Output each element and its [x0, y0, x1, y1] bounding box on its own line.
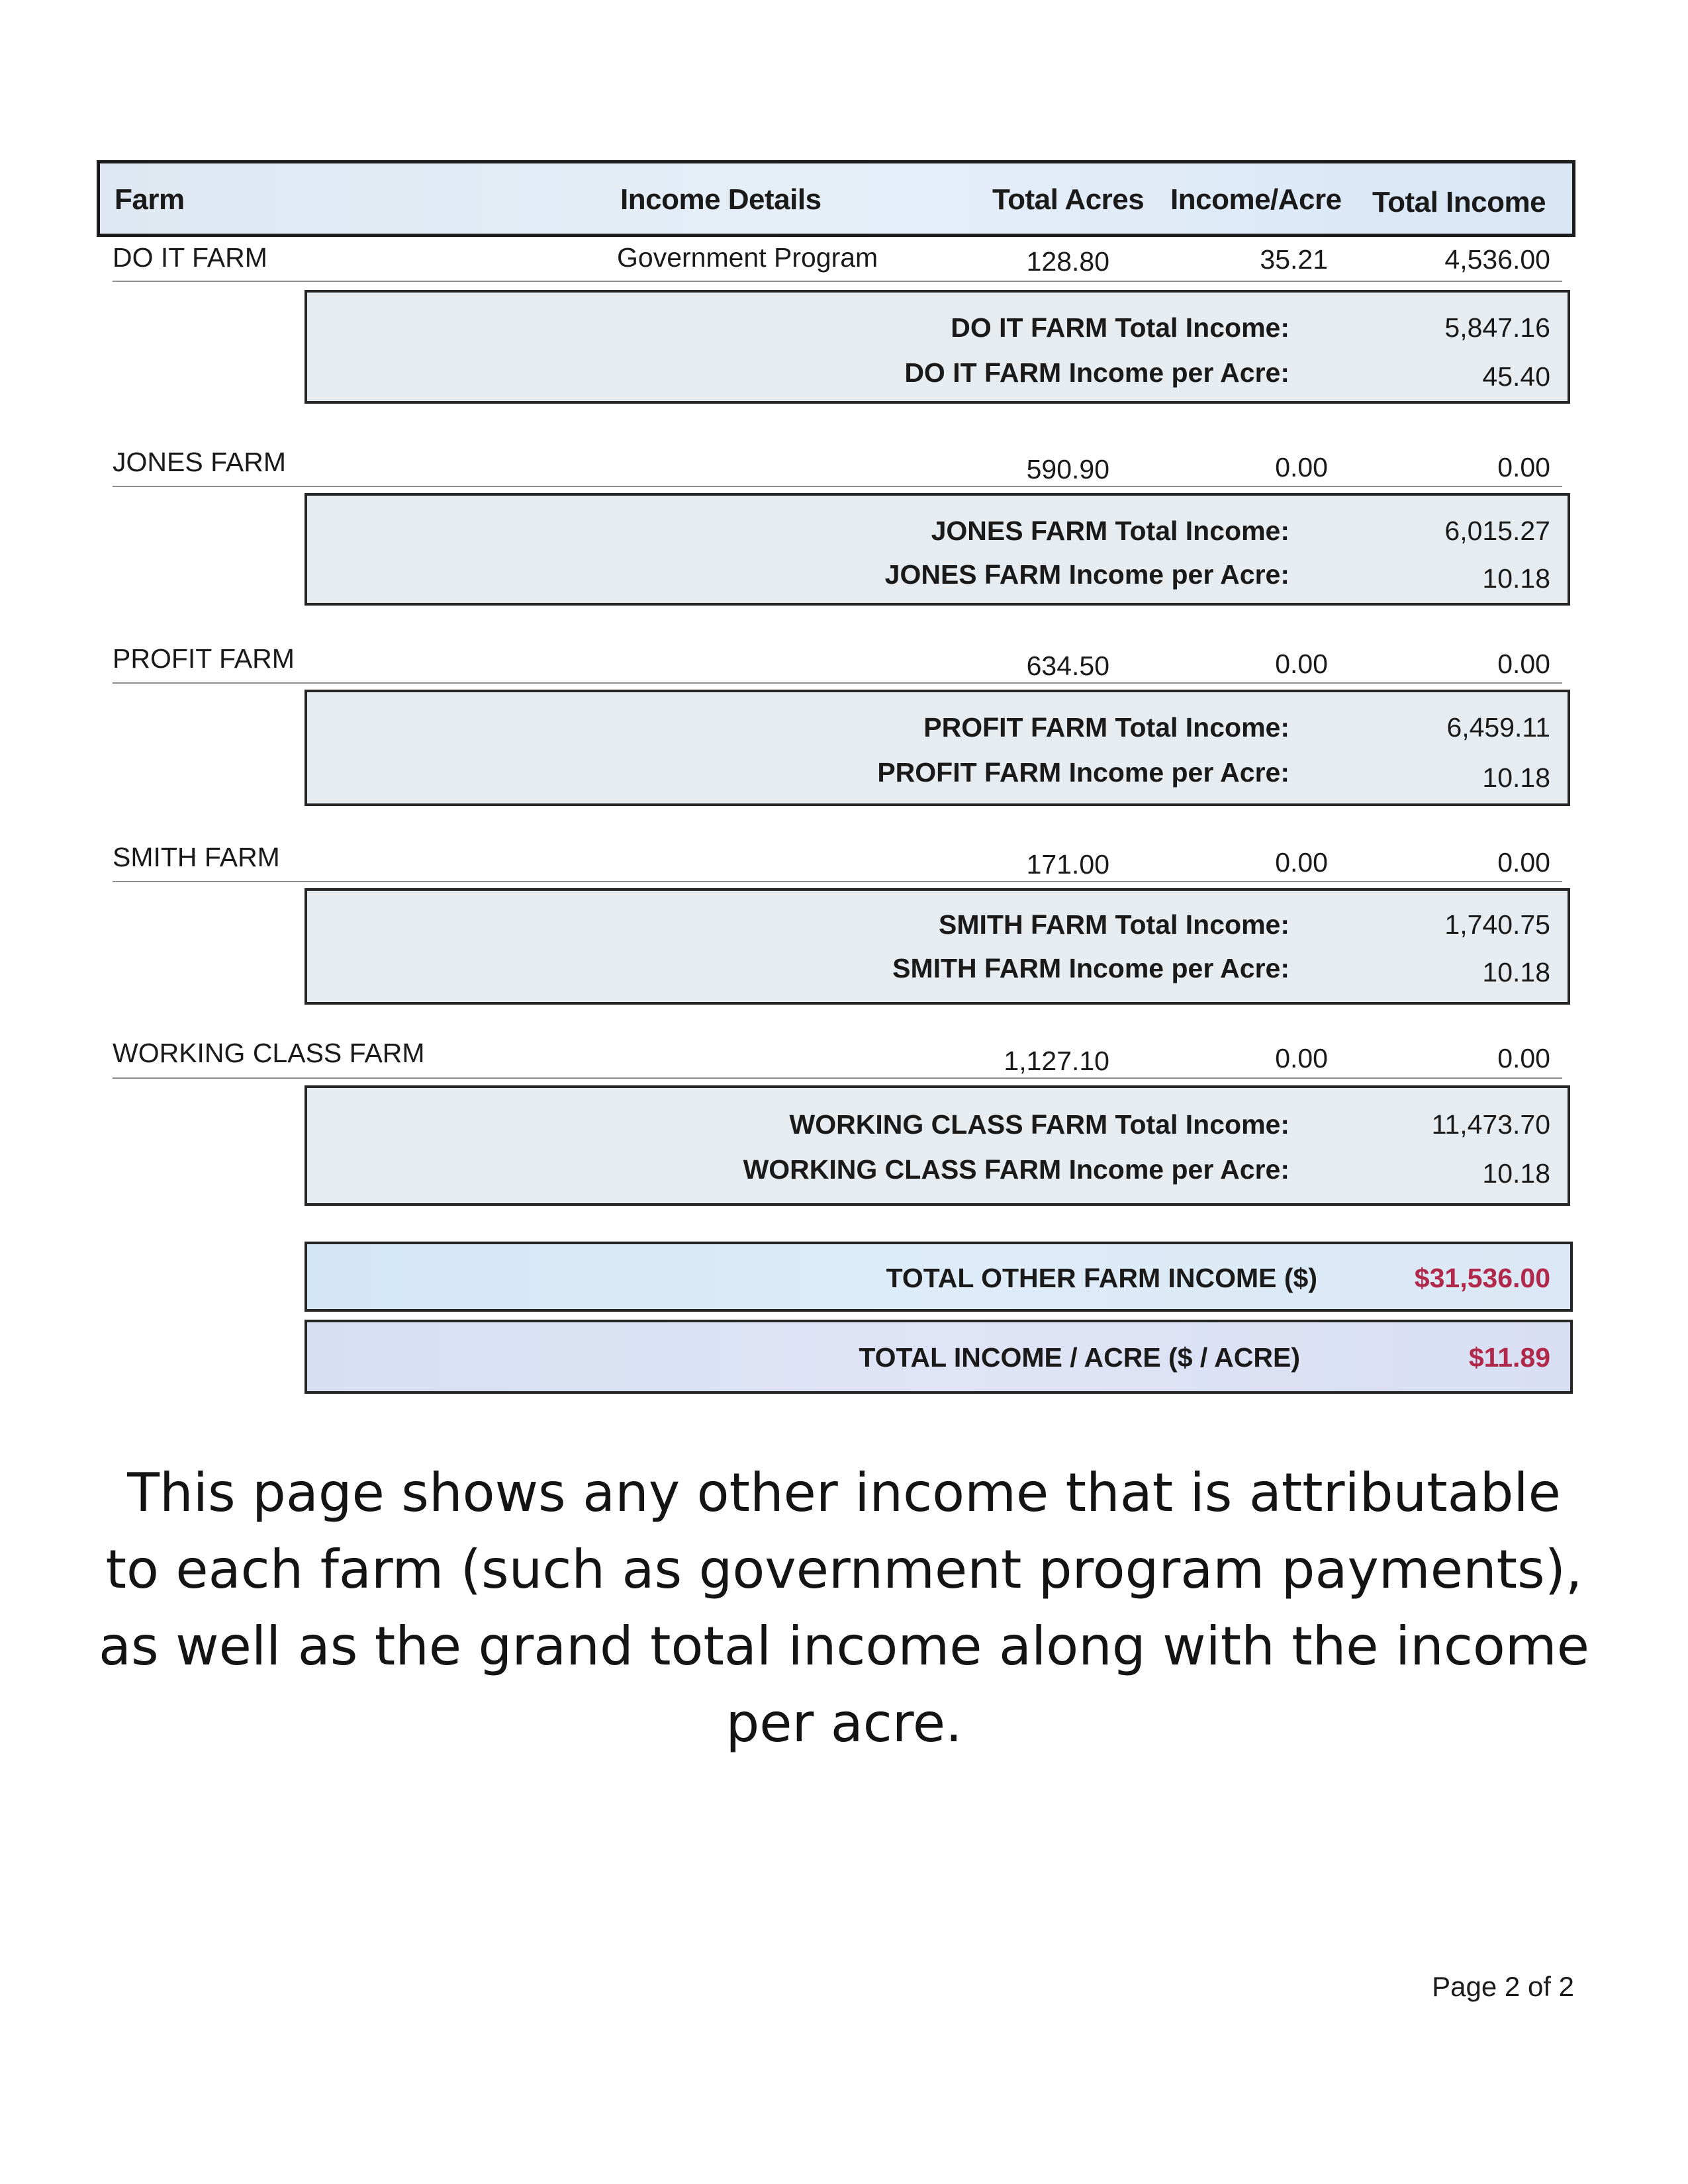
- grand-per-acre-value: $11.89: [1468, 1342, 1550, 1373]
- total-acres: 171.00: [1026, 849, 1109, 880]
- column-header-farm: Farm: [115, 183, 185, 216]
- farm-name: SMITH FARM: [113, 842, 280, 872]
- farm-subtotal-box: [305, 1085, 1570, 1206]
- row-divider: [113, 881, 1562, 882]
- subtotal-value: 6,459.11: [1446, 712, 1550, 743]
- column-header-total-income: Total Income: [1372, 186, 1546, 218]
- subtotal-label: WORKING CLASS FARM Total Income:: [789, 1109, 1289, 1140]
- per-acre-label: DO IT FARM Income per Acre:: [904, 357, 1289, 388]
- table-header: [97, 160, 1575, 237]
- explanation-note: This page shows any other income that is attributable to each farm (such as government program payments), as well as the grand total income along with the income per acre.: [99, 1462, 1589, 1754]
- income-per-acre: 0.00: [1275, 847, 1328, 878]
- per-acre-value: 10.18: [1482, 1158, 1550, 1189]
- subtotal-value: 6,015.27: [1444, 516, 1550, 546]
- total-income: 0.00: [1497, 847, 1550, 878]
- income-per-acre: 0.00: [1275, 1043, 1328, 1073]
- per-acre-value: 10.18: [1482, 957, 1550, 987]
- grand-total-income-box: [305, 1242, 1573, 1312]
- subtotal-label: SMITH FARM Total Income:: [939, 909, 1289, 940]
- income-details: Government Program: [617, 242, 878, 273]
- per-acre-label: WORKING CLASS FARM Income per Acre:: [743, 1154, 1289, 1185]
- total-acres: 128.80: [1026, 246, 1109, 277]
- row-divider: [113, 281, 1562, 282]
- per-acre-label: SMITH FARM Income per Acre:: [892, 953, 1289, 983]
- grand-income-per-acre-box: [305, 1320, 1573, 1394]
- column-header-income-per-acre: Income/Acre: [1170, 183, 1342, 216]
- farm-name: WORKING CLASS FARM: [113, 1038, 425, 1068]
- subtotal-value: 5,847.16: [1444, 312, 1550, 343]
- farm-subtotal-box: [305, 690, 1570, 806]
- income-per-acre: 0.00: [1275, 452, 1328, 482]
- per-acre-label: PROFIT FARM Income per Acre:: [877, 757, 1289, 788]
- total-income: 0.00: [1497, 452, 1550, 482]
- page-number: Page 2 of 2: [1432, 1971, 1574, 2002]
- row-divider: [113, 486, 1562, 487]
- farm-name: PROFIT FARM: [113, 643, 295, 674]
- grand-total-label: TOTAL OTHER FARM INCOME ($): [886, 1263, 1317, 1293]
- farm-subtotal-box: [305, 290, 1570, 404]
- farm-subtotal-box: [305, 493, 1570, 606]
- subtotal-value: 11,473.70: [1431, 1109, 1550, 1140]
- income-per-acre: 35.21: [1260, 244, 1328, 275]
- row-divider: [113, 682, 1562, 684]
- total-income: 0.00: [1497, 1043, 1550, 1073]
- subtotal-label: PROFIT FARM Total Income:: [923, 712, 1289, 743]
- grand-per-acre-label: TOTAL INCOME / ACRE ($ / ACRE): [859, 1342, 1300, 1373]
- farm-name: DO IT FARM: [113, 242, 267, 273]
- grand-total-value: $31,536.00: [1414, 1263, 1550, 1293]
- total-income: 0.00: [1497, 649, 1550, 679]
- column-header-details: Income Details: [620, 183, 821, 216]
- column-header-acres: Total Acres: [992, 183, 1145, 216]
- per-acre-value: 10.18: [1482, 563, 1550, 594]
- total-acres: 590.90: [1026, 454, 1109, 484]
- farm-name: JONES FARM: [113, 447, 286, 477]
- total-acres: 634.50: [1026, 651, 1109, 681]
- farm-subtotal-box: [305, 888, 1570, 1005]
- income-per-acre: 0.00: [1275, 649, 1328, 679]
- per-acre-value: 45.40: [1482, 361, 1550, 392]
- subtotal-label: DO IT FARM Total Income:: [951, 312, 1289, 343]
- subtotal-label: JONES FARM Total Income:: [931, 516, 1289, 546]
- total-acres: 1,127.10: [1004, 1046, 1109, 1076]
- per-acre-value: 10.18: [1482, 762, 1550, 793]
- subtotal-value: 1,740.75: [1444, 909, 1550, 940]
- per-acre-label: JONES FARM Income per Acre:: [884, 559, 1289, 590]
- total-income: 4,536.00: [1444, 244, 1550, 275]
- row-divider: [113, 1077, 1562, 1079]
